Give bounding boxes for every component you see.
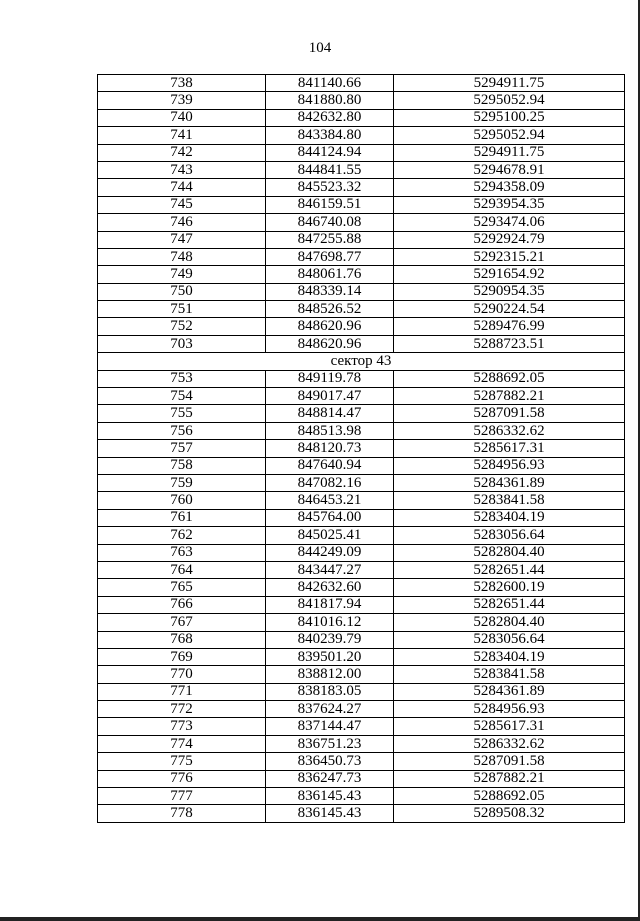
x-coordinate-cell: 844841.55 — [266, 161, 394, 178]
y-coordinate-cell: 5290954.35 — [394, 283, 625, 300]
x-coordinate-cell: 841140.66 — [266, 75, 394, 92]
x-coordinate-cell: 845025.41 — [266, 527, 394, 544]
x-coordinate-cell: 836247.73 — [266, 770, 394, 787]
x-coordinate-cell: 837624.27 — [266, 701, 394, 718]
table-row — [98, 735, 625, 752]
y-coordinate-cell: 5294678.91 — [394, 161, 625, 178]
point-number-cell: 767 — [98, 614, 266, 631]
y-coordinate-cell: 5289476.99 — [394, 318, 625, 335]
point-number-cell: 757 — [98, 440, 266, 457]
point-number-cell: 741 — [98, 127, 266, 144]
y-coordinate-cell: 5287882.21 — [394, 770, 625, 787]
table-row — [98, 509, 625, 526]
x-coordinate-cell: 841817.94 — [266, 596, 394, 613]
y-coordinate-cell: 5293474.06 — [394, 214, 625, 231]
y-coordinate-cell: 5282804.40 — [394, 544, 625, 561]
table-row — [98, 561, 625, 578]
point-number-cell: 773 — [98, 718, 266, 735]
x-coordinate-cell: 844124.94 — [266, 144, 394, 161]
section-heading: сектор 43 — [98, 353, 625, 370]
point-number-cell: 777 — [98, 788, 266, 805]
table-row — [98, 683, 625, 700]
y-coordinate-cell: 5286332.62 — [394, 735, 625, 752]
table-row — [98, 231, 625, 248]
table-row — [98, 457, 625, 474]
x-coordinate-cell: 845764.00 — [266, 509, 394, 526]
table-row — [98, 388, 625, 405]
y-coordinate-cell: 5282804.40 — [394, 614, 625, 631]
y-coordinate-cell: 5290224.54 — [394, 301, 625, 318]
table-row — [98, 596, 625, 613]
y-coordinate-cell: 5287882.21 — [394, 388, 625, 405]
y-coordinate-cell: 5294358.09 — [394, 179, 625, 196]
x-coordinate-cell: 841880.80 — [266, 92, 394, 109]
table-row — [98, 248, 625, 265]
y-coordinate-cell: 5283841.58 — [394, 492, 625, 509]
table-row — [98, 718, 625, 735]
x-coordinate-cell: 838812.00 — [266, 666, 394, 683]
table-row — [98, 631, 625, 648]
x-coordinate-cell: 848526.52 — [266, 301, 394, 318]
y-coordinate-cell: 5284361.89 — [394, 474, 625, 491]
point-number-cell: 770 — [98, 666, 266, 683]
point-number-cell: 774 — [98, 735, 266, 752]
coordinates-table — [97, 74, 625, 823]
y-coordinate-cell: 5291654.92 — [394, 266, 625, 283]
x-coordinate-cell: 847698.77 — [266, 248, 394, 265]
point-number-cell: 755 — [98, 405, 266, 422]
table-row — [98, 161, 625, 178]
y-coordinate-cell: 5282651.44 — [394, 561, 625, 578]
point-number-cell: 745 — [98, 196, 266, 213]
point-number-cell: 778 — [98, 805, 266, 822]
x-coordinate-cell: 846453.21 — [266, 492, 394, 509]
point-number-cell: 759 — [98, 474, 266, 491]
point-number-cell: 769 — [98, 648, 266, 665]
y-coordinate-cell: 5286332.62 — [394, 422, 625, 439]
point-number-cell: 703 — [98, 335, 266, 352]
point-number-cell: 758 — [98, 457, 266, 474]
point-number-cell: 749 — [98, 266, 266, 283]
x-coordinate-cell: 839501.20 — [266, 648, 394, 665]
x-coordinate-cell: 836751.23 — [266, 735, 394, 752]
table-row — [98, 301, 625, 318]
point-number-cell: 750 — [98, 283, 266, 300]
table-row — [98, 109, 625, 126]
table-row — [98, 75, 625, 92]
y-coordinate-cell: 5283056.64 — [394, 527, 625, 544]
y-coordinate-cell: 5284361.89 — [394, 683, 625, 700]
x-coordinate-cell: 848814.47 — [266, 405, 394, 422]
table-row — [98, 492, 625, 509]
y-coordinate-cell: 5288723.51 — [394, 335, 625, 352]
y-coordinate-cell: 5285617.31 — [394, 440, 625, 457]
point-number-cell: 772 — [98, 701, 266, 718]
point-number-cell: 766 — [98, 596, 266, 613]
point-number-cell: 743 — [98, 161, 266, 178]
y-coordinate-cell: 5292315.21 — [394, 248, 625, 265]
x-coordinate-cell: 845523.32 — [266, 179, 394, 196]
point-number-cell: 753 — [98, 370, 266, 387]
point-number-cell: 742 — [98, 144, 266, 161]
x-coordinate-cell: 836450.73 — [266, 753, 394, 770]
y-coordinate-cell: 5284956.93 — [394, 701, 625, 718]
table-row — [98, 144, 625, 161]
point-number-cell: 740 — [98, 109, 266, 126]
x-coordinate-cell: 848620.96 — [266, 335, 394, 352]
page-number: 104 — [308, 40, 332, 56]
x-coordinate-cell: 840239.79 — [266, 631, 394, 648]
point-number-cell: 752 — [98, 318, 266, 335]
table-row — [98, 179, 625, 196]
point-number-cell: 747 — [98, 231, 266, 248]
y-coordinate-cell: 5295100.25 — [394, 109, 625, 126]
y-coordinate-cell: 5282600.19 — [394, 579, 625, 596]
x-coordinate-cell: 846159.51 — [266, 196, 394, 213]
table-row — [98, 701, 625, 718]
y-coordinate-cell: 5287091.58 — [394, 405, 625, 422]
x-coordinate-cell: 838183.05 — [266, 683, 394, 700]
table-row — [98, 474, 625, 491]
y-coordinate-cell: 5293954.35 — [394, 196, 625, 213]
table-row — [98, 335, 625, 352]
table-row — [98, 405, 625, 422]
table-row — [98, 283, 625, 300]
y-coordinate-cell: 5289508.32 — [394, 805, 625, 822]
y-coordinate-cell: 5282651.44 — [394, 596, 625, 613]
x-coordinate-cell: 847255.88 — [266, 231, 394, 248]
x-coordinate-cell: 848120.73 — [266, 440, 394, 457]
y-coordinate-cell: 5295052.94 — [394, 92, 625, 109]
page-edge-bottom — [0, 917, 640, 921]
point-number-cell: 746 — [98, 214, 266, 231]
point-number-cell: 762 — [98, 527, 266, 544]
y-coordinate-cell: 5285617.31 — [394, 718, 625, 735]
table-row — [98, 614, 625, 631]
point-number-cell: 765 — [98, 579, 266, 596]
table-row — [98, 666, 625, 683]
point-number-cell: 775 — [98, 753, 266, 770]
y-coordinate-cell: 5294911.75 — [394, 144, 625, 161]
table-row — [98, 527, 625, 544]
point-number-cell: 739 — [98, 92, 266, 109]
y-coordinate-cell: 5294911.75 — [394, 75, 625, 92]
x-coordinate-cell: 849119.78 — [266, 370, 394, 387]
coordinates-table-body — [98, 75, 625, 823]
point-number-cell: 761 — [98, 509, 266, 526]
table-row — [98, 440, 625, 457]
y-coordinate-cell: 5283056.64 — [394, 631, 625, 648]
x-coordinate-cell: 842632.60 — [266, 579, 394, 596]
table-row — [98, 266, 625, 283]
point-number-cell: 776 — [98, 770, 266, 787]
table-row — [98, 805, 625, 822]
table-row — [98, 422, 625, 439]
x-coordinate-cell: 842632.80 — [266, 109, 394, 126]
x-coordinate-cell: 846740.08 — [266, 214, 394, 231]
table-row — [98, 648, 625, 665]
x-coordinate-cell: 848339.14 — [266, 283, 394, 300]
table-row — [98, 770, 625, 787]
point-number-cell: 754 — [98, 388, 266, 405]
y-coordinate-cell: 5295052.94 — [394, 127, 625, 144]
table-row — [98, 579, 625, 596]
point-number-cell: 756 — [98, 422, 266, 439]
point-number-cell: 748 — [98, 248, 266, 265]
x-coordinate-cell: 847640.94 — [266, 457, 394, 474]
table-row — [98, 92, 625, 109]
table-row — [98, 370, 625, 387]
y-coordinate-cell: 5283404.19 — [394, 509, 625, 526]
x-coordinate-cell: 843447.27 — [266, 561, 394, 578]
y-coordinate-cell: 5284956.93 — [394, 457, 625, 474]
point-number-cell: 763 — [98, 544, 266, 561]
table-row — [98, 127, 625, 144]
table-row — [98, 753, 625, 770]
table-row — [98, 214, 625, 231]
x-coordinate-cell: 844249.09 — [266, 544, 394, 561]
y-coordinate-cell: 5288692.05 — [394, 370, 625, 387]
point-number-cell: 760 — [98, 492, 266, 509]
x-coordinate-cell: 848513.98 — [266, 422, 394, 439]
table-row — [98, 788, 625, 805]
x-coordinate-cell: 837144.47 — [266, 718, 394, 735]
y-coordinate-cell: 5288692.05 — [394, 788, 625, 805]
table-row — [98, 544, 625, 561]
x-coordinate-cell: 848061.76 — [266, 266, 394, 283]
point-number-cell: 744 — [98, 179, 266, 196]
y-coordinate-cell: 5283404.19 — [394, 648, 625, 665]
table-row — [98, 196, 625, 213]
x-coordinate-cell: 847082.16 — [266, 474, 394, 491]
x-coordinate-cell: 841016.12 — [266, 614, 394, 631]
x-coordinate-cell: 836145.43 — [266, 788, 394, 805]
y-coordinate-cell: 5292924.79 — [394, 231, 625, 248]
section-heading-row — [98, 353, 625, 370]
point-number-cell: 751 — [98, 301, 266, 318]
y-coordinate-cell: 5287091.58 — [394, 753, 625, 770]
x-coordinate-cell: 836145.43 — [266, 805, 394, 822]
point-number-cell: 764 — [98, 561, 266, 578]
x-coordinate-cell: 843384.80 — [266, 127, 394, 144]
point-number-cell: 768 — [98, 631, 266, 648]
point-number-cell: 738 — [98, 75, 266, 92]
x-coordinate-cell: 849017.47 — [266, 388, 394, 405]
point-number-cell: 771 — [98, 683, 266, 700]
table-row — [98, 318, 625, 335]
x-coordinate-cell: 848620.96 — [266, 318, 394, 335]
y-coordinate-cell: 5283841.58 — [394, 666, 625, 683]
